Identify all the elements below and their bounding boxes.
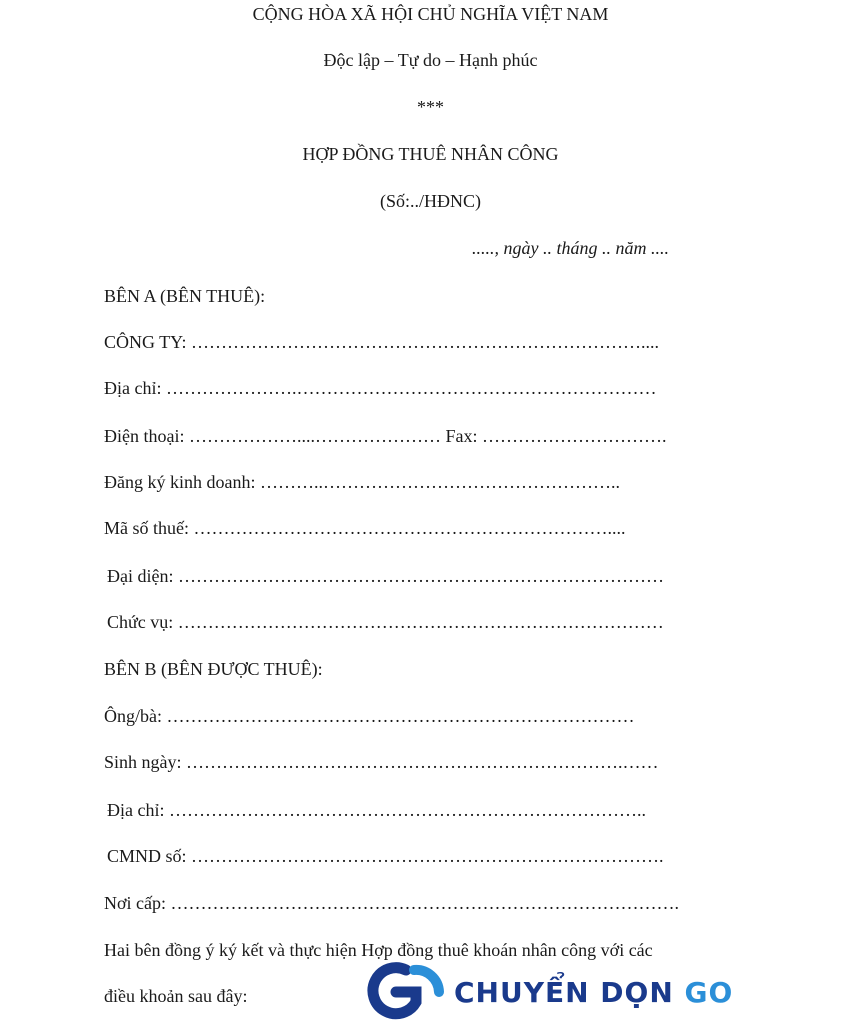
- party-b-id-card: CMND số: …………………………………………………………………….: [107, 846, 664, 866]
- party-a-representative: Đại diện: ………………………………………………………………………: [107, 566, 664, 586]
- party-a-company: CÔNG TY: …………………………………………………………………....: [104, 332, 660, 352]
- closing-line-2: điều khoản sau đây:: [104, 986, 248, 1006]
- brand-name: [454, 976, 733, 1009]
- national-title: CỘNG HÒA XÃ HỘI CHỦ NGHĨA VIỆT NAM: [252, 4, 609, 24]
- date-line: ....., ngày .. tháng .. năm ....: [472, 238, 669, 258]
- document-title: HỢP ĐỒNG THUÊ NHÂN CÔNG: [302, 144, 559, 164]
- party-b-issued-at: Nơi cấp: ………………………………………………………………………….: [104, 893, 679, 913]
- party-b-name: Ông/bà: ……………………………………………………………………: [104, 706, 635, 726]
- watermark-logo: [362, 962, 782, 1024]
- brand-g-icon: [362, 962, 448, 1024]
- party-b-birth: Sinh ngày: ……………………………………………………………….……: [104, 752, 659, 772]
- party-a-address: Địa chỉ: ………………….……………………………………………………: [104, 378, 657, 398]
- stars-separator: ***: [417, 97, 444, 117]
- motto: Độc lập – Tự do – Hạnh phúc: [323, 50, 538, 70]
- party-a-phone-fax: Điện thoại: ………………....………………… Fax: ………………………….: [104, 426, 667, 446]
- party-a-position: Chức vụ: ………………………………………………………………………: [107, 612, 664, 632]
- party-b-heading: BÊN B (BÊN ĐƯỢC THUÊ):: [104, 659, 323, 679]
- brand-name-part1: CHUYỂN DỌN: [454, 976, 674, 1009]
- party-a-heading: BÊN A (BÊN THUÊ):: [104, 286, 266, 306]
- party-a-tax-code: Mã số thuế: ……………………………………………………………....: [104, 518, 626, 538]
- party-a-business-reg: Đăng ký kinh doanh: ………..…………………………………………..: [104, 472, 620, 492]
- closing-line-1: Hai bên đồng ý ký kết và thực hiện Hợp đồng thuê khoán nhân công với các: [104, 940, 653, 960]
- brand-name-part2: GO: [684, 976, 734, 1009]
- document-number: (Số:../HĐNC): [379, 191, 481, 211]
- party-b-address: Địa chỉ: ……………………………………………………………………..: [107, 800, 646, 820]
